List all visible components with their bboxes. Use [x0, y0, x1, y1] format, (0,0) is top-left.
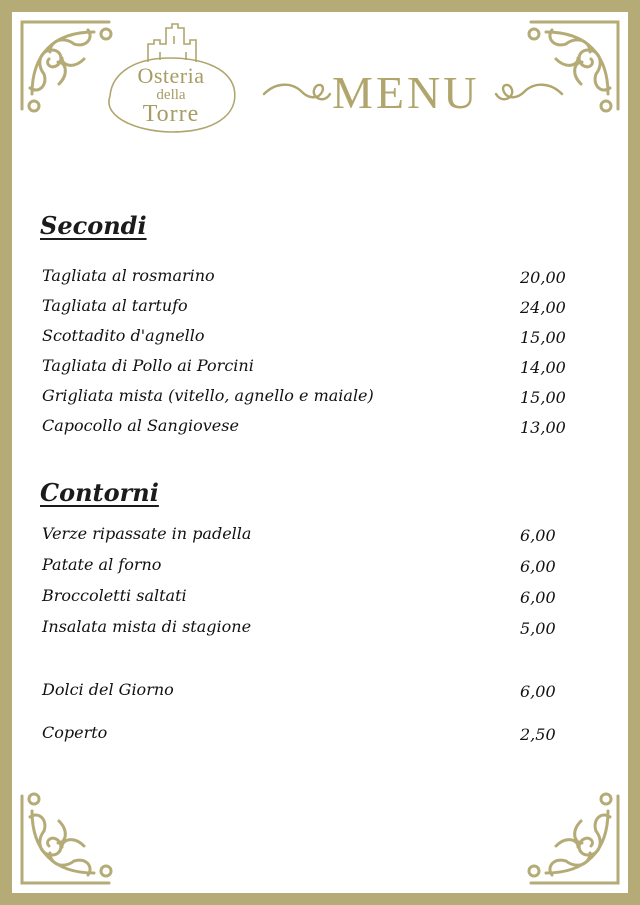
logo-text-della: della: [156, 87, 186, 103]
menu-item: [42, 266, 572, 292]
ornament-corner-icon: [14, 781, 124, 891]
menu-item-price: 15,00: [520, 388, 566, 407]
menu-item: [42, 326, 572, 352]
menu-item: [42, 524, 572, 550]
logo-text-osteria: Osteria: [137, 63, 205, 88]
menu-item-price: 20,00: [520, 268, 566, 287]
menu-item: [42, 356, 572, 382]
menu-item-name: Tagliata al tartufo: [42, 296, 188, 315]
menu-item-name: Dolci del Giorno: [42, 680, 174, 699]
menu-item-price: 6,00: [520, 526, 556, 545]
menu-item-price: 6,00: [520, 588, 556, 607]
flourish-right-icon: [494, 78, 564, 110]
menu-item: [42, 617, 572, 643]
menu-item-price: 2,50: [520, 725, 556, 744]
restaurant-logo: [100, 22, 242, 134]
logo-text-torre: Torre: [142, 101, 200, 127]
menu-item: [42, 386, 572, 412]
menu-item-name: Scottadito d'agnello: [42, 326, 205, 345]
menu-item-price: 5,00: [520, 619, 556, 638]
menu-item: [42, 555, 572, 581]
menu-item-price: 15,00: [520, 328, 566, 347]
menu-item-name: Patate al forno: [42, 555, 162, 574]
menu-item-price: 6,00: [520, 557, 556, 576]
menu-item: [42, 296, 572, 322]
menu-item-price: 24,00: [520, 298, 566, 317]
menu-title: MENU: [332, 67, 480, 118]
ornament-corner-icon: [516, 781, 626, 891]
menu-item-coperto: [42, 723, 572, 749]
menu-item-name: Capocollo al Sangiovese: [42, 416, 239, 435]
menu-item-name: Coperto: [42, 723, 108, 742]
section-title-contorni: Contorni: [40, 478, 159, 507]
menu-item: [42, 416, 572, 442]
menu-item-name: Insalata mista di stagione: [42, 617, 252, 636]
menu-item-price: 13,00: [520, 418, 566, 437]
menu-item-dolci: [42, 680, 572, 706]
menu-item: [42, 586, 572, 612]
menu-item-price: 14,00: [520, 358, 566, 377]
menu-item-name: Verze ripassate in padella: [42, 524, 252, 543]
section-title-secondi: Secondi: [40, 211, 147, 240]
menu-item-name: Tagliata al rosmarino: [42, 266, 215, 285]
menu-item-name: Tagliata di Pollo ai Porcini: [42, 356, 254, 375]
flourish-left-icon: [262, 78, 332, 110]
menu-item-price: 6,00: [520, 682, 556, 701]
menu-item-name: Broccoletti saltati: [42, 586, 187, 605]
menu-item-name: Grigliata mista (vitello, agnello e maiale): [42, 386, 374, 405]
